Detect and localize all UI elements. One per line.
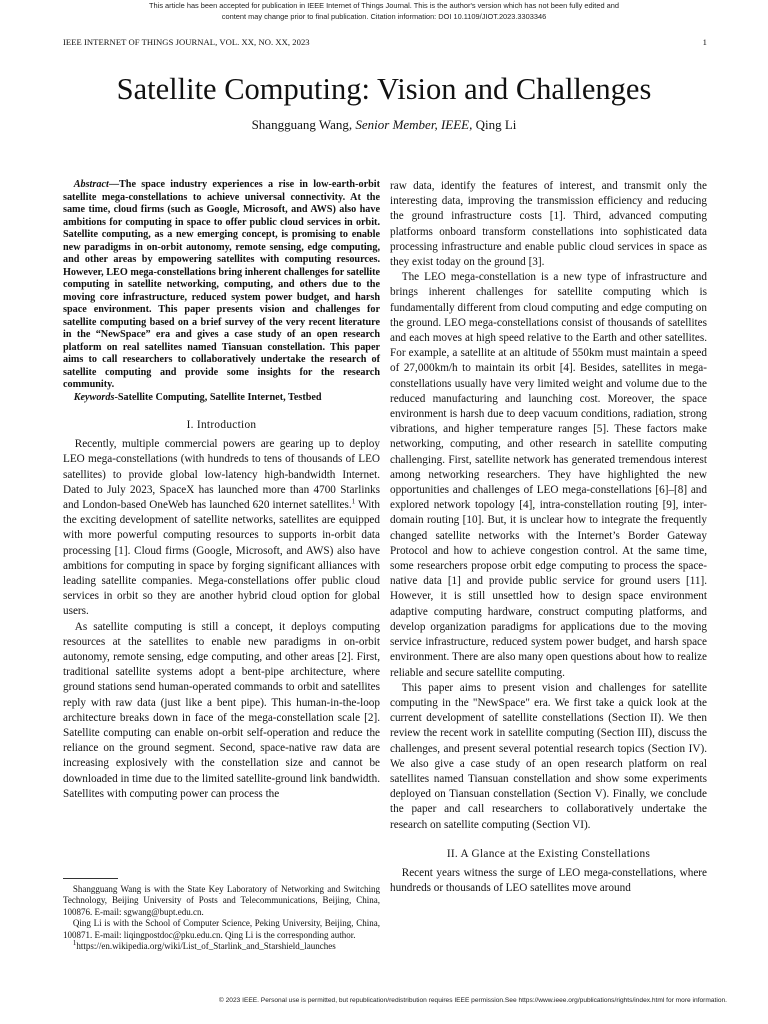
intro-paragraph-4: This paper aims to present vision and challenges for satellite computing in the "NewSpace" era. We first take a quick look at the current development of satellite constellations (Section II). We then review the recent work in satellite computing (Section III), discuss the challenges, and present several potential research topics (Section IV). We also give a case study of an open research platform on real satellites named Tiansuan constellation and show some experiments deployed on Tiansuan constellation (Section V). Finally, we conclude the paper and call researchers to collaboratively undertake the research on satellite computing (Section VI). (390, 681, 707, 831)
notice-line-1: This article has been accepted for publication in IEEE Internet of Things Journal. This is the author's version which has not been fully edited and (149, 1, 619, 10)
footnote-rule (63, 878, 118, 879)
publication-notice (0, 0, 768, 22)
intro-paragraph-3: The LEO mega-constellation is a new type of infrastructure and brings inherent challenges for satellite computing which is fundamentally different from cloud computing and edge computing on the ground. LEO mega-constellations consist of thousands of satellites and each moves at high speed relative to the Earth and other satellites. For example, a satellite at an altitude of 550km must maintain a speed of 27,000km/h to maintain its orbit [4]. Besides, satellites in mega-constellations usually have very limited weight and volume due to the reduced manufacturing and launching cost. Moreover, the space environment is harsh due to deep vacuum conditions, radiation, strong vibrations, and higher temperature ranges [5]. These factors make networking, computing, and other research in satellite computing challenging. First, satellite network has generated tremendous interest among networking researchers. They have highlighted the new opportunities and challenges of LEO mega-constellations [6]–[8] and explored network topology [4], intra-constellation routing [9], inter-domain routing [10]. But, it is unclear how to integrate the frequently changed satellite networks with the Internet’s Border Gateway Protocol and how to achieve congestion control. At the same time, some researchers propose orbit edge computing to process the space-native data [1] and provide public service for ground users [11]. However, it is still unsettled how to design space environment adaptive computing hardware, construct computing platforms, and develop organization paradigms for applications due to the moving service infrastructure, reduced system power budget, and harsh space environment. There are also many open questions about how to realize reliable and secure satellite computing. (390, 271, 707, 679)
page-number: 1 (702, 37, 707, 47)
keywords (63, 392, 380, 405)
affiliation-2: Qing Li is with the School of Computer Science, Peking University, Beijing, China, 100871. E-mail: liqingpostdoc@pku.edu.cn. Qing Li is the corresponding author. (63, 918, 380, 940)
abstract (63, 179, 380, 392)
paper-title: Satellite Computing: Vision and Challenges (116, 72, 652, 106)
right-column (390, 179, 707, 896)
intro-paragraph-1 (63, 437, 380, 619)
author-1-title: Senior Member, IEEE, (355, 117, 473, 132)
intro-p1-part-a: Recently, multiple commercial powers are gearing up to deploy LEO mega-constellations (with hundreds to tens of thousands of LEO satellites) to provide global low-latency high-bandwidth Internet. Dated to July 2023, SpaceX has launched more than 4700 Starlinks and London-based OneWeb has launched 620 internet satellites. (63, 438, 380, 512)
section-2-heading: II. A Glance at the Existing Constellations (446, 847, 651, 860)
author-2: Qing Li (475, 117, 517, 132)
intro-p1-part-b: With the exciting development of satellite networks, satellites are equipped with more powerful computing resources to supports in-orbit data processing [1]. Cloud firms (Google, Microsoft, and AWS) also have ambitions for computing in space by forging significant alliances with leading satellite companies. Mega-constellations offer public cloud services in orbit so they are another hybrid cloud option for global users. (63, 499, 381, 618)
footnote-marker-1: 1 (351, 497, 356, 506)
footnote-1-link: https://en.wikipedia.org/wiki/List_of_Starlink_and_Starshield_launches (76, 941, 336, 952)
author-1: Shangguang Wang, (251, 117, 353, 132)
footnotes (63, 884, 380, 952)
notice-line-2: content may change prior to final publication. Citation information: DOI 10.1109/JIOT.2023.3303346 (221, 12, 547, 21)
section-1-heading: I. Introduction (186, 419, 257, 431)
copyright-text: © 2023 IEEE. Personal use is permitted, but republication/redistribution requires IEEE permission.See https://www.ieee.org/publications/rights/index.html for more information. (218, 997, 727, 1004)
footnote-1 (63, 941, 380, 952)
journal-name: IEEE INTERNET OF THINGS JOURNAL, VOL. XX, NO. XX, 2023 (63, 37, 310, 47)
footnote-1-mark: 1 (72, 939, 77, 948)
left-column (63, 179, 380, 802)
section-2-paragraph-1: Recent years witness the surge of LEO mega-constellations, where hundreds or thousands of LEO satellites move around (390, 866, 707, 895)
author-line (0, 117, 768, 133)
running-header (63, 37, 707, 49)
intro-paragraph-2: As satellite computing is still a concept, it deploys computing resources at the satellites to enable new paradigms in on-orbit autonomy, remote sensing, edge computing, and other areas [2]. First, traditional satellite systems adopt a bent-pipe architecture, where ground stations send human-operated commands to orbit and satellites reply with raw data (just like a bent pipe). This human-in-the-loop architecture breaks down in face of the mega-constellation scale [2]. Satellite computing can enable on-orbit self-operation and reduce the reliance on the ground segment. Second, space-native raw data are increasing explosively with the constellation size and cannot be downloaded in time due to the limited satellite-ground link bandwidth. Satellites with computing power can process the (63, 620, 380, 800)
affiliation-1: Shangguang Wang is with the State Key Laboratory of Networking and Switching Technology, Beijing University of Posts and Telecommunications, Beijing, China, 100876. E-mail: sgwang@bupt.edu.cn. (63, 884, 380, 917)
abstract-label: Abstract (73, 179, 109, 190)
abstract-text: —The space industry experiences a rise in low-earth-orbit satellite mega-constellations to achieve universal connectivity. At the same time, cloud firms (such as Google, Microsoft, and AWS) also have ambitions for computing in space to offer public cloud services in orbit. Satellite computing, as a new emerging concept, is promising to enable new paradigms in on-orbit autonomy, remote sensing, edge computing, and other areas by empowering satellites with computing resources. However, LEO mega-constellations bring inherent challenges for satellite computing in satellite networking, computing, and others due to the moving core infrastructure, reduced system power budget, and harsh space environment. This paper presents vision and challenges for satellite computing based on a brief survey of the very recent literature in the “NewSpace” era and gives a case study of an open research platform on real satellites named Tiansuan constellation. This paper aims to call researchers to collaboratively undertake the research of satellite computing and provide some insights for the research community. (63, 179, 380, 390)
keywords-label: Keywords (73, 391, 115, 403)
copyright-notice (0, 997, 768, 1004)
intro-paragraph-2-continued: raw data, identify the features of interest, and transmit only the interesting data, improving the transmission efficiency and reducing the ground infrastructure costs [1]. Third, advanced computing platforms onboard transform constellations into sophisticated data processing infrastructure and enable public cloud services in space as they exist today on the ground [3]. (390, 180, 707, 269)
keywords-text: -Satellite Computing, Satellite Internet, Testbed (114, 391, 322, 403)
